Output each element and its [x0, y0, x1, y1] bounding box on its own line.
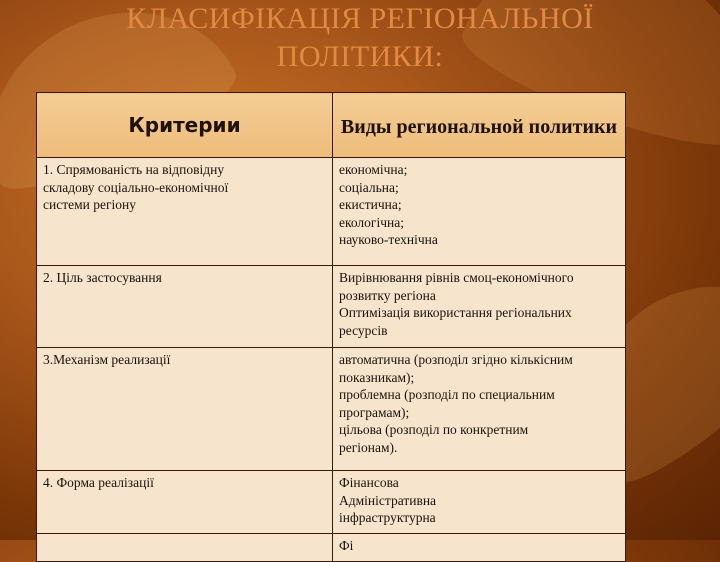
- cell-line: показникам);: [339, 369, 415, 385]
- cell-line: ресурсів: [339, 322, 388, 338]
- cell-line: розвитку регіона: [339, 287, 436, 303]
- table-row: [37, 266, 626, 348]
- cell-line: 3.Механізм реализації: [43, 352, 171, 367]
- slide-title: [0, 0, 720, 76]
- policy-types-cell: [333, 158, 626, 266]
- cell-line: 4. Форма реалізації: [43, 475, 154, 490]
- cell-line: 1. Спрямованість на відповідну: [43, 162, 225, 177]
- cell-line: інфраструктурна: [339, 510, 436, 525]
- cell-line: системи регіону: [43, 197, 136, 212]
- policy-types-cell: [333, 266, 626, 348]
- table-header-row: [37, 93, 626, 158]
- cell-line: соціальна;: [339, 179, 399, 195]
- classification-table: [36, 92, 626, 562]
- header-policy-types: Виды региональной политики: [333, 93, 626, 158]
- cell-line: науково-технічна: [339, 232, 438, 247]
- policy-types-cell: [333, 471, 626, 534]
- criterion-cell: [37, 348, 333, 471]
- cell-line: Фі: [339, 538, 354, 553]
- cell-line: екологічна;: [339, 214, 404, 230]
- criterion-cell: [37, 471, 333, 534]
- cell-line: автоматична (розподіл згідно кількісним: [339, 352, 573, 367]
- cell-line: Фінансова: [339, 475, 399, 490]
- table-row: [37, 534, 626, 562]
- cell-line: проблемна (розподіл по специальним: [339, 387, 555, 402]
- criterion-cell: [37, 534, 333, 562]
- table-row: [37, 158, 626, 266]
- cell-line: Адміністративна: [339, 492, 437, 508]
- cell-line: складову соціально-економічної: [43, 179, 229, 195]
- table-row: [37, 348, 626, 471]
- policy-types-cell: [333, 534, 626, 562]
- title-line-2: ПОЛІТИКИ:: [276, 40, 444, 73]
- criterion-cell: [37, 158, 333, 266]
- cell-line: Вирівнювання рівнів смоц-економічного: [339, 270, 574, 285]
- policy-types-cell: [333, 348, 626, 471]
- cell-line: 2. Ціль застосування: [43, 270, 162, 285]
- header-criteria: Критерии: [37, 93, 333, 158]
- cell-line: цільова (розподіл по конкретним: [339, 422, 529, 437]
- cell-line: Оптимізація використання регіональних: [339, 305, 572, 320]
- cell-line: екистична;: [339, 197, 402, 212]
- cell-line: економічна;: [339, 162, 408, 177]
- cell-line: програмам);: [339, 404, 410, 420]
- table-row: [37, 471, 626, 534]
- criterion-cell: [37, 266, 333, 348]
- cell-line: регіонам).: [339, 439, 398, 455]
- title-line-1: КЛАСИФІКАЦІЯ РЕГІОНАЛЬНОЇ: [126, 2, 594, 35]
